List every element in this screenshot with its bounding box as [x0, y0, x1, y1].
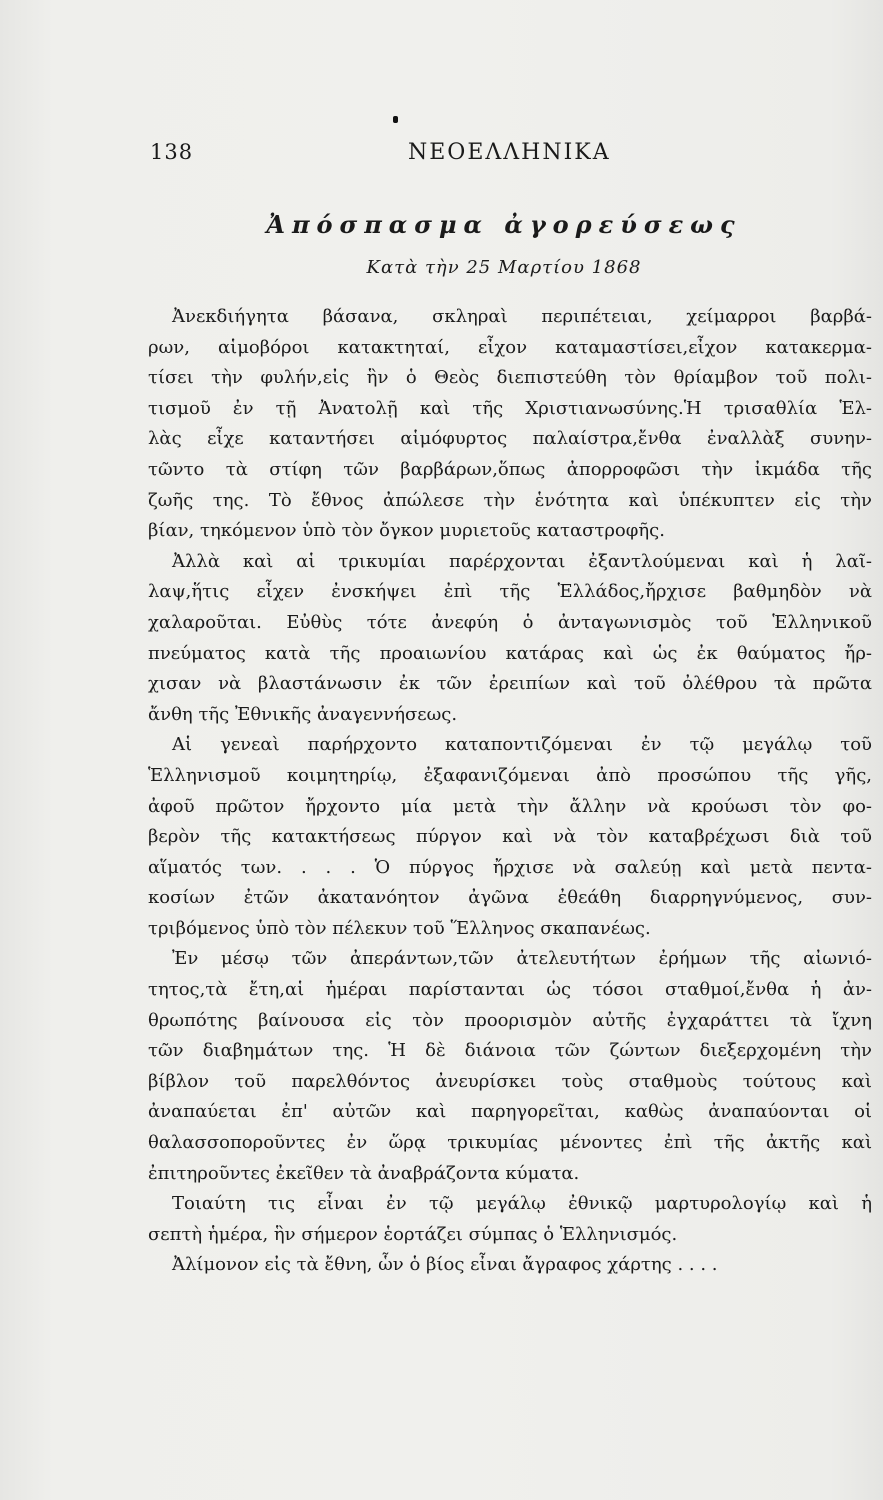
text-line: τῶντο τὰ στίφη τῶν βαρβάρων,ὅπως ἀπορροφῶσι τὴν ἰκμάδα τῆς: [148, 458, 872, 480]
text-line: αἵματός των. . . . Ὁ πύργος ἤρχισε νὰ σαλεύῃ καὶ μετὰ πεντα-: [148, 856, 872, 878]
text-line: χισαν νὰ βλαστάνωσιν ἐκ τῶν ἐρειπίων καὶ τοῦ ὀλέθρου τὰ πρῶτα: [148, 673, 872, 695]
page-number: 138: [150, 140, 194, 164]
text-line: βίαν, τηκόμενον ὑπὸ τὸν ὄγκον μυριετοῦς καταστροφῆς.: [148, 520, 665, 542]
text-line: Ἀνεκδιήγητα βάσανα, σκληραὶ περιπέτειαι, χείμαρροι βαρβά-: [172, 306, 872, 327]
article-title: Ἀπόσπασμα ἀγορεύσεως: [266, 210, 742, 239]
text-line: ἀναπαύεται ἐπ' αὐτῶν καὶ παρηγορεῖται, καθὼς ἀναπαύονται οἱ: [148, 1101, 872, 1123]
text-line: τητος,τὰ ἔτη,αἱ ἡμέραι παρίστανται ὡς τόσοι σταθμοί,ἔνθα ἡ ἀν-: [148, 979, 872, 1001]
text-line: ἄνθη τῆς Ἐθνικῆς ἀναγεννήσεως.: [148, 703, 458, 725]
text-line: θρωπότης βαίνουσα εἰς τὸν προορισμὸν αὐτῆς ἐγχαράττει τὰ ἴχνη: [148, 1009, 872, 1031]
text-line: σεπτὴ ἡμέρα, ἣν σήμερον ἑορτάζει σύμπας ὁ Ἑλληνισμός.: [148, 1223, 678, 1245]
text-line: ἐπιτηροῦντες ἐκεῖθεν τὰ ἀναβράζοντα κύματα.: [148, 1162, 580, 1184]
text-line: Ἀλίμονον εἰς τὰ ἔθνη, ὧν ὁ βίος εἶναι ἄγραφος χάρτης . . . .: [172, 1254, 718, 1276]
running-head: [150, 140, 862, 176]
text-line: Ἐν μέσῳ τῶν ἀπεράντων,τῶν ἀτελευτήτων ἐρήμων τῆς αἰωνιό-: [172, 948, 872, 970]
text-line: ἀφοῦ πρῶτον ἤρχοντο μία μετὰ τὴν ἄλλην νὰ κρούωσι τὸν φο-: [148, 795, 872, 817]
text-line: χαλαροῦται. Εὐθὺς τότε ἀνεφύη ὁ ἀνταγωνισμὸς τοῦ Ἑλληνικοῦ: [148, 611, 872, 633]
text-line: κοσίων ἐτῶν ἀκατανόητον ἀγῶνα ἐθεάθη διαρρηγνύμενος, συν-: [148, 887, 872, 909]
text-line: βερὸν τῆς κατακτήσεως πύργον καὶ νὰ τὸν καταβρέχωσι διὰ τοῦ: [148, 826, 872, 848]
text-line: Τοιαύτη τις εἶναι ἐν τῷ μεγάλῳ ἐθνικῷ μαρτυρολογίῳ καὶ ἡ: [172, 1193, 872, 1215]
text-line: λαψ,ἥτις εἶχεν ἐνσκήψει ἐπὶ τῆς Ἑλλάδος,ἤρχισε βαθμηδὸν νὰ: [148, 581, 872, 603]
article-subtitle: Κατὰ τὴν 25 Μαρτίου 1868: [366, 257, 642, 278]
text-line: θαλασσοποροῦντες ἐν ὥρᾳ τρικυμίας μένοντες ἐπὶ τῆς ἀκτῆς καὶ: [148, 1132, 872, 1154]
scan-speck: [393, 116, 398, 123]
text-line: τισμοῦ ἐν τῇ Ἀνατολῇ καὶ τῆς Χριστιανωσύνης.Ἡ τρισαθλία Ἑλ-: [148, 397, 872, 419]
journal-title: ΝΕΟΕΛΛΗΝΙΚΑ: [408, 140, 611, 165]
text-line: ρων, αἱμοβόροι κατακτηταί, εἶχον καταμαστίσει,εἶχον κατακερμα-: [148, 336, 872, 358]
text-line: τῶν διαβημάτων της. Ἡ δὲ διάνοια τῶν ζώντων διεξερχομένη τὴν: [148, 1040, 872, 1062]
text-line: τίσει τὴν φυλήν,εἰς ἣν ὁ Θεὸς διεπιστεύθη τὸν θρίαμβον τοῦ πολι-: [148, 367, 872, 389]
text-line: Ἑλληνισμοῦ κοιμητηρίῳ, ἐξαφανιζόμεναι ἀπὸ προσώπου τῆς γῆς,: [148, 764, 872, 786]
text-line: ζωῆς της. Τὸ ἔθνος ἀπώλεσε τὴν ἑνότητα καὶ ὑπέκυπτεν εἰς τὴν: [148, 489, 872, 511]
text-line: Αἱ γενεαὶ παρήρχοντο καταποντιζόμεναι ἐν τῷ μεγάλῳ τοῦ: [172, 734, 872, 756]
article-body: [148, 302, 872, 1281]
text-line: λὰς εἶχε καταντήσει αἱμόφυρτος παλαίστρα,ἔνθα ἐναλλὰξ συνην-: [148, 428, 872, 450]
text-line: τριβόμενος ὑπὸ τὸν πέλεκυν τοῦ Ἕλληνος σκαπανέως.: [148, 917, 651, 939]
text-line: Ἀλλὰ καὶ αἱ τρικυμίαι παρέρχονται ἐξαντλούμεναι καὶ ἡ λαῖ-: [172, 550, 872, 572]
text-line: πνεύματος κατὰ τῆς προαιωνίου κατάρας καὶ ὡς ἐκ θαύματος ἤρ-: [148, 642, 872, 664]
text-line: βίβλον τοῦ παρελθόντος ἀνευρίσκει τοὺς σταθμοὺς τούτους καὶ: [148, 1070, 872, 1092]
